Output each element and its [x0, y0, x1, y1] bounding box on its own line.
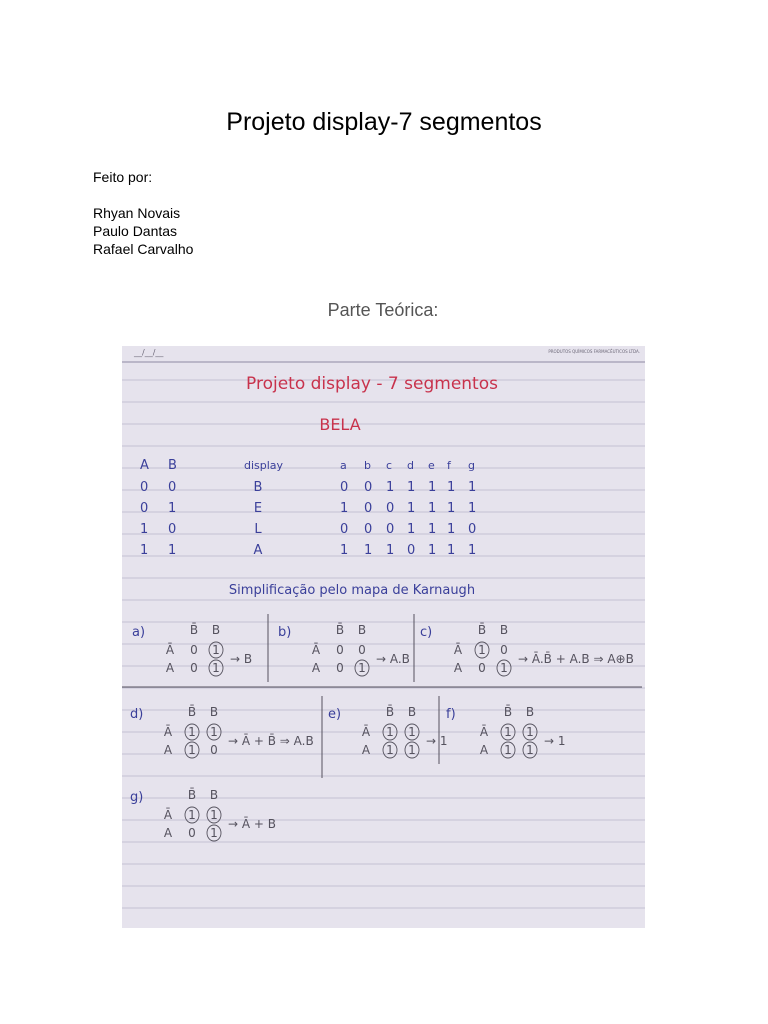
- map-row-header: Ā: [163, 808, 173, 822]
- map-result: → Ā + B̄ ⇒ A.B: [228, 734, 314, 748]
- truth-table-cell: 0: [140, 501, 149, 516]
- truth-table-cell: 0: [168, 522, 177, 537]
- truth-table-cell: 1: [407, 480, 416, 495]
- map-cell: 1: [500, 661, 508, 675]
- truth-table-cell: 1: [447, 543, 456, 558]
- section-title: Parte Teórica:: [327, 300, 439, 320]
- date-field: __/__/__: [134, 348, 164, 357]
- map-row-header: Ā: [479, 725, 489, 739]
- map-cell: 0: [358, 643, 366, 657]
- header-display: display: [244, 459, 284, 472]
- map-label: b): [278, 625, 292, 640]
- truth-table-cell: 1: [428, 522, 437, 537]
- map-col-header: B̄: [503, 705, 513, 719]
- truth-table-cell: 1: [447, 501, 456, 516]
- truth-table-cell: 0: [407, 543, 416, 558]
- map-cell: 1: [358, 661, 366, 675]
- map-label: f): [446, 707, 456, 722]
- map-cell: 0: [210, 743, 218, 757]
- map-col-header: B: [357, 623, 367, 637]
- map-label: e): [328, 707, 342, 722]
- simplification-title: Simplificação pelo mapa de Karnaugh: [228, 583, 476, 598]
- map-row-header: Ā: [165, 643, 175, 657]
- truth-table-cell: 1: [168, 543, 177, 558]
- truth-table-cell: 1: [168, 501, 177, 516]
- map-col-header: B: [525, 705, 535, 719]
- truth-table-cell: 0: [340, 522, 349, 537]
- truth-table-cell: 0: [364, 522, 373, 537]
- map-result: → Ā + B: [228, 817, 276, 831]
- truth-table-cell: 0: [468, 522, 477, 537]
- map-cell: 0: [500, 643, 508, 657]
- map-col-header: B: [211, 623, 221, 637]
- map-row-header: A: [453, 661, 463, 675]
- map-label: a): [132, 625, 146, 640]
- truth-table-cell: 1: [340, 543, 349, 558]
- map-cell: 1: [188, 725, 196, 739]
- truth-table-cell: 0: [168, 480, 177, 495]
- truth-table-cell: B: [253, 480, 263, 495]
- header-seg-f: f: [447, 459, 451, 472]
- map-cell: 0: [190, 643, 198, 657]
- truth-table-cell: 1: [386, 543, 395, 558]
- truth-table-cell: 1: [428, 480, 437, 495]
- map-col-header: B̄: [189, 623, 199, 637]
- map-cell: 0: [336, 643, 344, 657]
- map-cell: 0: [478, 661, 486, 675]
- truth-table-cell: 1: [447, 522, 456, 537]
- map-cell: 1: [478, 643, 486, 657]
- author-name: Rafael Carvalho: [93, 241, 194, 257]
- map-cell: 1: [212, 661, 220, 675]
- map-label: d): [130, 707, 144, 722]
- map-label: c): [420, 625, 433, 640]
- map-row-header: A: [361, 743, 371, 757]
- truth-table-cell: 1: [407, 522, 416, 537]
- truth-table-cell: 1: [140, 543, 149, 558]
- truth-table-cell: L: [254, 522, 262, 537]
- map-col-header: B̄: [335, 623, 345, 637]
- author-name: Rhyan Novais: [93, 205, 181, 221]
- truth-table-cell: 1: [447, 480, 456, 495]
- map-label: g): [130, 790, 144, 805]
- map-cell: 1: [386, 725, 394, 739]
- truth-table-cell: 1: [428, 501, 437, 516]
- notebook-word: BELA: [319, 415, 361, 434]
- notebook-photo: [122, 346, 645, 928]
- map-row-header: A: [163, 743, 173, 757]
- map-cell: 1: [210, 808, 218, 822]
- map-cell: 1: [408, 725, 416, 739]
- map-result: → B: [230, 652, 253, 666]
- map-col-header: B: [209, 705, 219, 719]
- notebook-brand: PRODUTOS QUÍMICOS FARMACÊUTICOS LTDA.: [548, 349, 640, 354]
- map-col-header: B: [407, 705, 417, 719]
- map-result: → Ā.B̄ + A.B ⇒ A⊕B: [518, 652, 634, 666]
- map-result: → A.B: [376, 652, 410, 666]
- truth-table-cell: 1: [468, 543, 477, 558]
- truth-table-cell: 0: [340, 480, 349, 495]
- map-cell: 1: [188, 743, 196, 757]
- truth-table-cell: 1: [140, 522, 149, 537]
- map-cell: 1: [212, 643, 220, 657]
- map-row-header: A: [311, 661, 321, 675]
- map-result: → 1: [544, 734, 566, 748]
- map-cell: 1: [386, 743, 394, 757]
- map-cell: 0: [188, 826, 196, 840]
- truth-table-cell: 0: [140, 480, 149, 495]
- authors-block: [93, 168, 193, 258]
- map-row-header: A: [165, 661, 175, 675]
- truth-table-cell: 0: [364, 501, 373, 516]
- truth-table-cell: E: [253, 501, 263, 516]
- header-b: B: [168, 458, 177, 473]
- map-row-header: A: [479, 743, 489, 757]
- map-cell: 1: [526, 725, 534, 739]
- truth-table-cell: 0: [386, 522, 395, 537]
- truth-table-cell: 1: [364, 543, 373, 558]
- map-col-header: B: [209, 788, 219, 802]
- header-seg-a: a: [340, 459, 347, 472]
- truth-table-cell: 1: [468, 501, 477, 516]
- header-a: A: [140, 458, 149, 473]
- header-seg-c: c: [386, 459, 393, 472]
- truth-table-cell: 1: [468, 480, 477, 495]
- map-cell: 1: [210, 725, 218, 739]
- map-cell: 1: [210, 826, 218, 840]
- truth-table-cell: A: [253, 543, 263, 558]
- map-cell: 0: [190, 661, 198, 675]
- truth-table-cell: 1: [386, 480, 395, 495]
- map-cell: 1: [188, 808, 196, 822]
- map-cell: 1: [504, 725, 512, 739]
- header-seg-g: g: [468, 459, 475, 472]
- truth-table-cell: 1: [340, 501, 349, 516]
- map-cell: 1: [526, 743, 534, 757]
- truth-table-cell: 1: [407, 501, 416, 516]
- map-row-header: Ā: [453, 643, 463, 657]
- map-cell: 0: [336, 661, 344, 675]
- map-cell: 1: [408, 743, 416, 757]
- header-seg-d: d: [407, 459, 414, 472]
- truth-table-cell: 0: [386, 501, 395, 516]
- truth-table-cell: 1: [428, 543, 437, 558]
- map-cell: 1: [504, 743, 512, 757]
- map-col-header: B: [499, 623, 509, 637]
- header-seg-b: b: [364, 459, 371, 472]
- page-title: Projeto display-7 segmentos: [226, 108, 542, 136]
- notebook-paper: [122, 346, 645, 928]
- header-seg-e: e: [428, 459, 435, 472]
- map-row-header: A: [163, 826, 173, 840]
- author-name: Paulo Dantas: [93, 223, 178, 239]
- notebook-title: Projeto display - 7 segmentos: [246, 374, 498, 394]
- made-by-label: Feito por:: [93, 169, 153, 185]
- map-col-header: B̄: [477, 623, 487, 637]
- truth-table-cell: 0: [364, 480, 373, 495]
- map-row-header: Ā: [163, 725, 173, 739]
- map-col-header: B̄: [187, 705, 197, 719]
- map-col-header: B̄: [385, 705, 395, 719]
- map-result: → 1: [426, 734, 448, 748]
- map-row-header: Ā: [361, 725, 371, 739]
- map-col-header: B̄: [187, 788, 197, 802]
- map-row-header: Ā: [311, 643, 321, 657]
